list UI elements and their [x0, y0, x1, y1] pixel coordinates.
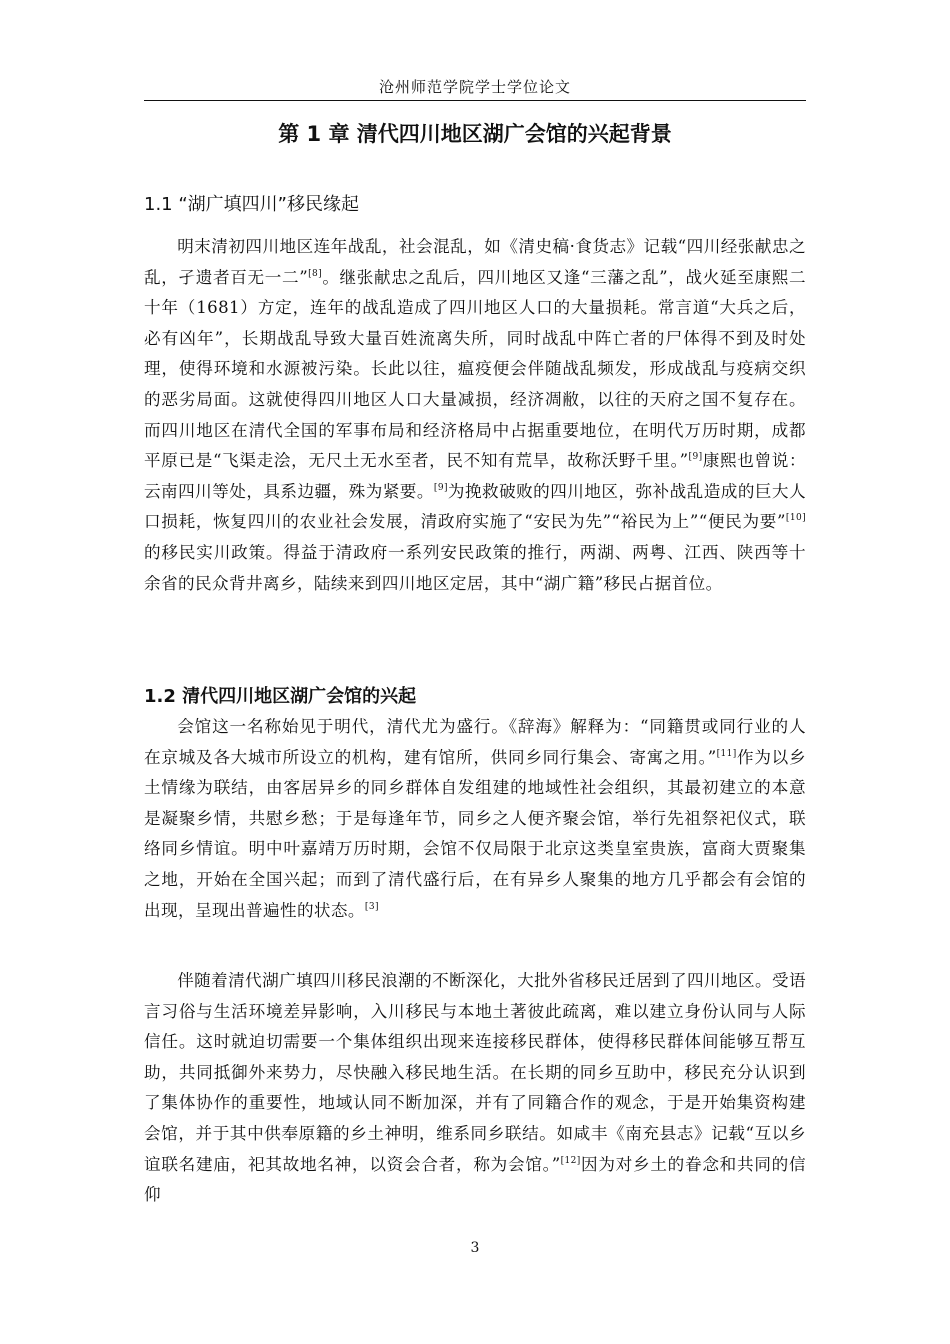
- section-heading-1-1: 1.1 “湖广填四川”移民缘起: [144, 194, 359, 215]
- text-run: 明末清初四川地区连年战乱，社会混乱，如《清史稿·食货志》记载“四川经张献忠之乱，孑遗者百无一二”: [144, 237, 806, 287]
- text-run: 为挽救破败的四川地区，弥补战乱造成的巨大人口损耗，恢复四川的农业社会发展，清政府实施了“安民为先”“裕民为上”“便民为要”: [144, 481, 806, 532]
- running-header: 沧州师范学院学士学位论文: [378, 78, 571, 96]
- text-run: 因为对乡土的眷念和共同的信仰: [144, 1154, 807, 1205]
- text-run: 康熙也曾说：云南四川等处，具系边疆，殊为紧要。: [144, 451, 806, 501]
- paragraph-1: [144, 232, 806, 599]
- text-run: 的移民实川政策。得益于清政府一系列安民政策的推行，两湖、两粤、江西、陕西等十余省的民众背井离乡，陆续来到四川地区定居，其中“湖广籍”移民占据首位。: [144, 542, 806, 593]
- header-rule: [144, 100, 806, 101]
- citation: [3]: [364, 901, 379, 912]
- text-run: 伴随着清代湖广填四川移民浪潮的不断深化，大批外省移民迁居到了四川地区。受语言习俗与生活环境差异影响，入川移民与本地土著彼此疏离，难以建立身份认同与人际信任。这时就迫切需要一个集体组织出现来连接移民群体，使得移民群体间能够互帮互助，共同抵御外来势力，尽快融入移民地生活。在长期的同乡互助中，移民充分认识到了集体协作的重要性，地域认同不断加深，并有了同籍合作的观念，于是开始集资构建会馆，并于其中供奉原籍的乡土神明，维系同乡联结。如咸丰《南充县志》记载“互以乡谊联名建庙，祀其故地名神，以资会合者，称为会馆。”: [144, 971, 806, 1174]
- citation: [9]: [433, 482, 448, 493]
- page-number: 3: [470, 1240, 480, 1256]
- chapter-title: 第 1 章 清代四川地区湖广会馆的兴起背景: [278, 122, 672, 146]
- citation: [11]: [716, 748, 737, 759]
- paragraph-2: [144, 712, 806, 926]
- text-run: 。继张献忠之乱后，四川地区又逢“三藩之乱”，战火延至康熙二十年（1681）方定，连年的战乱造成了四川地区人口的大量损耗。常言道“大兵之后，必有凶年”，长期战乱导致大量百姓流离失所，同时战乱中阵亡者的尸体得不到及时处理，使得环境和水源被污染。长此以往，瘟疫便会伴随战乱频发，形成战乱与疫病交织的恶劣局面。这就使得四川地区人口大量减损，经济凋敝，以往的天府之国不复存在。而四川地区在清代全国的军事布局和经济格局中占据重要地位，在明代万历时期，成都平原已是“飞渠走浍，无尺土无水至者，民不知有荒旱，故称沃野千里。”: [144, 267, 806, 471]
- section-heading-1-2: 1.2 清代四川地区湖广会馆的兴起: [144, 686, 417, 707]
- citation: [9]: [688, 452, 703, 463]
- text-run: 会馆这一名称始见于明代，清代尤为盛行。《辞海》解释为：“同籍贯或同行业的人在京城及各大城市所设立的机构，建有馆所，供同乡同行集会、寄寓之用。”: [144, 717, 806, 767]
- text-run: 作为以乡土情缘为联结，由客居异乡的同乡群体自发组建的地域性社会组织，其最初建立的本意是凝聚乡情，共慰乡愁；于是每逢年节，同乡之人便齐聚会馆，举行先祖祭祀仪式，联络同乡情谊。明中叶嘉靖万历时期，会馆不仅局限于北京这类皇室贵族，富商大贾聚集之地，开始在全国兴起；而到了清代盛行后，在有异乡人聚集的地方几乎都会有会馆的出现，呈现出普遍性的状态。: [144, 747, 807, 920]
- paragraph-3: [144, 966, 806, 1211]
- citation: [10]: [785, 513, 806, 524]
- citation: [8]: [308, 268, 323, 279]
- citation: [12]: [560, 1155, 581, 1166]
